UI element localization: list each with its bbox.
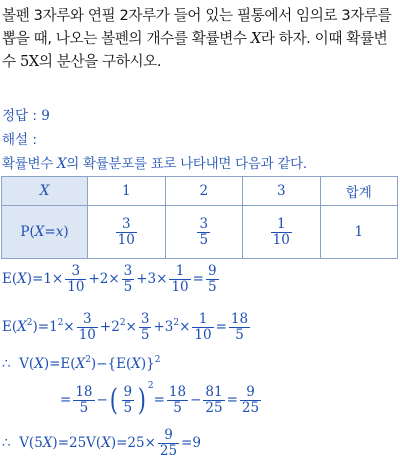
therefore-symbol: ∴ xyxy=(2,435,11,451)
frac-num: 18 xyxy=(168,384,187,400)
eq-var: X xyxy=(42,435,53,451)
frac-num: 9 xyxy=(123,384,133,400)
frac-den: 25 xyxy=(241,400,260,416)
frac-num: 9 xyxy=(158,428,179,444)
eq-exponent: 2 xyxy=(173,318,180,328)
fraction xyxy=(116,217,137,248)
eq-text: =1 xyxy=(37,319,58,335)
prob-value-cell xyxy=(243,206,321,259)
frac-num: 18 xyxy=(75,384,93,400)
eq-text: +2 xyxy=(99,319,120,335)
eq-text: E( xyxy=(2,319,18,335)
intro-post: 의 확률분포를 표로 나타내면 다음과 같다. xyxy=(66,156,307,172)
frac-den: 25 xyxy=(205,400,223,416)
frac-den: 10 xyxy=(171,279,189,295)
frac-den: 10 xyxy=(67,279,85,295)
eq-var: X xyxy=(17,319,27,335)
frac-num: 3 xyxy=(140,311,150,327)
frac-num: 1 xyxy=(271,217,292,233)
header-x-cell xyxy=(2,177,88,206)
frac-num: 3 xyxy=(65,264,86,280)
answer-line xyxy=(2,104,50,124)
eq-exponent: 2 xyxy=(147,381,154,391)
eq-text: =E( xyxy=(49,356,76,372)
question-part-2: 라 하자. 이때 확률변수 xyxy=(2,30,388,70)
therefore-symbol: ∴ xyxy=(2,356,11,372)
eq-exponent: 2 xyxy=(154,355,161,365)
fraction xyxy=(158,428,179,459)
fraction xyxy=(167,385,188,416)
eq-var: X xyxy=(131,356,141,372)
explanation-label: 해설 : xyxy=(2,132,37,148)
eq-text: − xyxy=(96,392,108,408)
eq-text: )=25× xyxy=(110,435,156,451)
header-value-cell: 1 xyxy=(88,177,166,206)
eq-text: ) xyxy=(43,356,50,372)
right-paren: ) xyxy=(137,382,147,418)
frac-num: 1 xyxy=(192,312,213,328)
fraction xyxy=(192,312,213,343)
eq-exponent: 2 xyxy=(26,318,33,328)
probability-distribution-table xyxy=(1,176,398,259)
frac-num: 3 xyxy=(77,312,98,328)
variance-equation xyxy=(2,355,160,372)
question-text xyxy=(2,4,398,73)
question-variable-2: 5X xyxy=(19,53,39,70)
prob-total-cell: 1 xyxy=(320,206,398,259)
frac-den: 10 xyxy=(117,231,135,248)
frac-den: 25 xyxy=(159,443,178,459)
intro-variable: X xyxy=(56,156,67,172)
answer-label: 정답 : xyxy=(2,108,42,124)
eq-text: +3 xyxy=(153,319,174,335)
explanation-intro xyxy=(2,152,307,172)
frac-den: 5 xyxy=(173,400,182,416)
eq-var: X xyxy=(34,356,44,372)
eq-exponent: 2 xyxy=(119,318,126,328)
fraction xyxy=(65,264,86,295)
frac-num: 18 xyxy=(230,311,249,327)
eq-text: +3× xyxy=(136,271,168,287)
eq-text: )=25V( xyxy=(52,435,102,451)
frac-num: 1 xyxy=(169,264,190,280)
prob-value-cell xyxy=(88,206,166,259)
header-value-cell: 2 xyxy=(165,177,243,206)
frac-den: 5 xyxy=(207,279,217,295)
eq-text: = xyxy=(215,319,227,335)
question-part-1: 볼펜 3자루와 연필 2자루가 들어 있는 필통에서 임의로 3자루를 뽑을 때, 나오는 볼펜의 개수를 확률변수 xyxy=(2,7,392,47)
fraction xyxy=(73,385,94,416)
eq-text: V(5 xyxy=(19,435,43,451)
fraction xyxy=(203,385,224,416)
eq-text: )−{E( xyxy=(90,356,132,372)
fraction xyxy=(229,312,250,343)
frac-num: 9 xyxy=(207,263,217,279)
frac-den: 10 xyxy=(272,231,290,248)
fraction xyxy=(122,385,135,416)
eq-text: − xyxy=(190,392,202,408)
header-value-cell: 3 xyxy=(243,177,321,206)
expectation-equation xyxy=(2,264,221,295)
fraction xyxy=(169,264,190,295)
prob-label-x: x xyxy=(55,224,64,240)
eq-text: × xyxy=(63,319,75,335)
eq-text: =1× xyxy=(32,271,64,287)
eq-text: × xyxy=(125,319,137,335)
eq-var: X xyxy=(75,356,86,372)
frac-den: 5 xyxy=(199,231,209,248)
eq-var: X xyxy=(101,435,111,451)
fraction xyxy=(77,312,98,343)
eq-text: = xyxy=(226,392,238,408)
left-paren: ( xyxy=(109,382,118,418)
eq-exponent: 2 xyxy=(57,318,64,328)
frac-den: 5 xyxy=(123,400,133,416)
frac-den: 10 xyxy=(194,327,212,343)
header-x-label: X xyxy=(39,183,50,199)
fraction xyxy=(271,217,292,248)
frac-den: 10 xyxy=(78,327,96,343)
fraction xyxy=(122,264,135,295)
frac-num: 9 xyxy=(240,385,261,401)
intro-pre: 확률변수 xyxy=(2,156,57,172)
frac-num: 3 xyxy=(116,217,137,233)
question-part-3: 의 분산을 구하시오. xyxy=(38,53,162,70)
eq-text: ) xyxy=(26,271,33,287)
frac-den: 5 xyxy=(140,327,150,343)
final-variance-equation xyxy=(2,428,201,459)
question-variable: X xyxy=(250,30,261,47)
eq-text: = xyxy=(153,392,165,408)
fraction xyxy=(240,385,261,416)
eq-exponent: 2 xyxy=(85,355,91,365)
fraction xyxy=(206,264,219,295)
answer-value: 9 xyxy=(41,108,50,124)
fraction xyxy=(197,217,210,248)
table-header-row xyxy=(2,177,398,206)
prob-value-cell xyxy=(165,206,243,259)
table-probability-row xyxy=(2,206,398,259)
header-total-cell: 합계 xyxy=(320,177,398,206)
frac-den: 5 xyxy=(123,279,133,295)
eq-text: +2× xyxy=(88,271,120,287)
eq-text: )} xyxy=(140,356,155,372)
eq-var: X xyxy=(17,271,27,287)
eq-text: =9 xyxy=(181,435,201,451)
eq-text: = xyxy=(192,271,204,287)
frac-num: 3 xyxy=(123,263,133,279)
eq-text: E( xyxy=(2,271,18,287)
eq-text: V( xyxy=(19,356,35,372)
frac-num: 81 xyxy=(205,384,223,400)
eq-text: ) xyxy=(32,319,38,335)
frac-num: 3 xyxy=(199,215,209,232)
prob-label-cell xyxy=(2,206,88,259)
second-moment-equation xyxy=(2,312,252,343)
prob-label-pre: P( xyxy=(20,224,35,240)
eq-text: = xyxy=(60,392,72,408)
fraction xyxy=(139,312,152,343)
frac-den: 5 xyxy=(235,327,244,343)
prob-label-eq: = xyxy=(44,224,56,240)
frac-den: 5 xyxy=(79,400,89,416)
eq-text: × xyxy=(179,319,191,335)
variance-computation xyxy=(60,381,263,417)
prob-label-var: X xyxy=(34,224,45,240)
prob-label-post: ) xyxy=(63,224,69,240)
